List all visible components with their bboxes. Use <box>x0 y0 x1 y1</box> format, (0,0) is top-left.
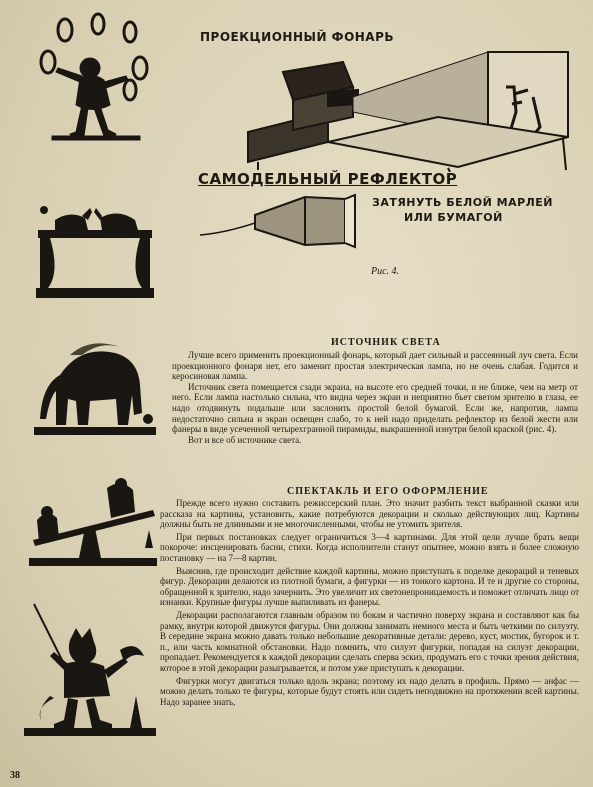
heading-show-design: СПЕКТАКЛЬ И ЕГО ОФОРМЛЕНИЕ <box>287 486 489 497</box>
paragraph: Лучше всего применить проекционный фонарь, который дает сильный и рассеянный луч света. Если проекционного фонаря нет, его заменит простая электрическая лампа, но не очень слабая. Годится и керосиновая лампа. <box>172 350 578 382</box>
projector-label: ПРОЕКЦИОННЫЙ ФОНАРЬ <box>200 30 395 44</box>
projector-diagram <box>188 42 583 172</box>
clown-juggler-silhouette <box>30 10 160 150</box>
light-source-text <box>172 350 578 445</box>
cover-label-line2: ИЛИ БУМАГОЙ <box>404 211 503 224</box>
paragraph: Вот и все об источнике света. <box>188 434 302 445</box>
paragraph: Фигурки могут двигаться только вдоль экрана; поэтому их надо делать в профиль. Прямо — анфас — можно делать только те фигуры, которые будут стоять или сидеть неподвижно на протяжении всей картины. Надо заранее знать, <box>160 675 579 707</box>
show-design-text <box>160 498 579 709</box>
cover-label-line1: ЗАТЯНУТЬ БЕЛОЙ МАРЛЕЙ <box>372 196 554 209</box>
elephant-silhouette <box>30 335 160 445</box>
figure-caption: Рис. 4. <box>371 266 400 277</box>
paragraph: Декорации располагаются главным образом по бокам и частично поверху экрана и составляют как бы рамку, внутри которой движутся фигуры. Они должны занимать немного места и быть четкими по силуэту. В середине экрана можно давать только небольшие декоративные детали: дерево, куст, мостик, бугорок и т. п., или часть комнатной обстановки. Надо помнить, что силуэт фигурки, попадая на силуэт декорации, пропадает. Рекомендуется к каждой декорации сделать сперва эскиз, продумать его с точки зрения действия, которое в этой декорации разыгрывается, и потом уже приступать к декорации. <box>160 609 579 673</box>
reflector-label: САМОДЕЛЬНЫЙ РЕФЛЕКТОР <box>198 170 458 188</box>
paragraph: При первых постановках следует ограничиться 3—4 картинами. Для этой цели лучше брать вещи покороче: инсценировать басни, стихи. Когда исполнители станут опытнее, можно взять и более сложную постановку — на 7—8 картин. <box>160 531 579 563</box>
heading-light-source: ИСТОЧНИК СВЕТА <box>331 337 441 348</box>
reflector-drawing <box>195 185 375 255</box>
page-number: 38 <box>10 770 20 781</box>
paragraph: Источник света помещается сзади экрана, на высоте его средней точки, и не ближе, чем на метр от него. Если лампа настолько сильна, что видна через экран и неприятно бьет светом зрителю в глаза, ее надо отодвинуть подальше или заслонить простой белой бумагой. Если же, напротив, лампа недостаточно сильна и экран освещен слабо, то к ней надо приделать рефлектор из белой жести или фанеры в виде усеченной четырехгранной пирамиды, выкрашенной изнутри белой краской (рис. 4). <box>172 381 578 435</box>
bears-seesaw-silhouette <box>25 470 160 570</box>
paragraph: Прежде всего нужно составить режиссерский план. Это значит разбить текст выбранной сказки или рассказа на картины, установить, какие потребуются декорации и сколько действующих лиц. Картины должны быть не длинными и не многочисленными, чтобы не утомить зрителя. <box>160 498 579 530</box>
goats-on-bridge-silhouette <box>30 190 160 300</box>
paragraph: Выяснив, где происходит действие каждой картины, можно приступать к поделке декораций и теневых фигур. Декорации делаются из плотной бумаги, а фигурки — из тонкого картона. И те и другие со стороны, обращенной к зрителю, надо зачернить. Это увеличит их светонепроницаемость и поможет отличать лицо от изнанки. Крупные фигуры лучше выпиливать из фанеры. <box>160 565 579 608</box>
puss-in-boots-silhouette <box>20 600 160 740</box>
